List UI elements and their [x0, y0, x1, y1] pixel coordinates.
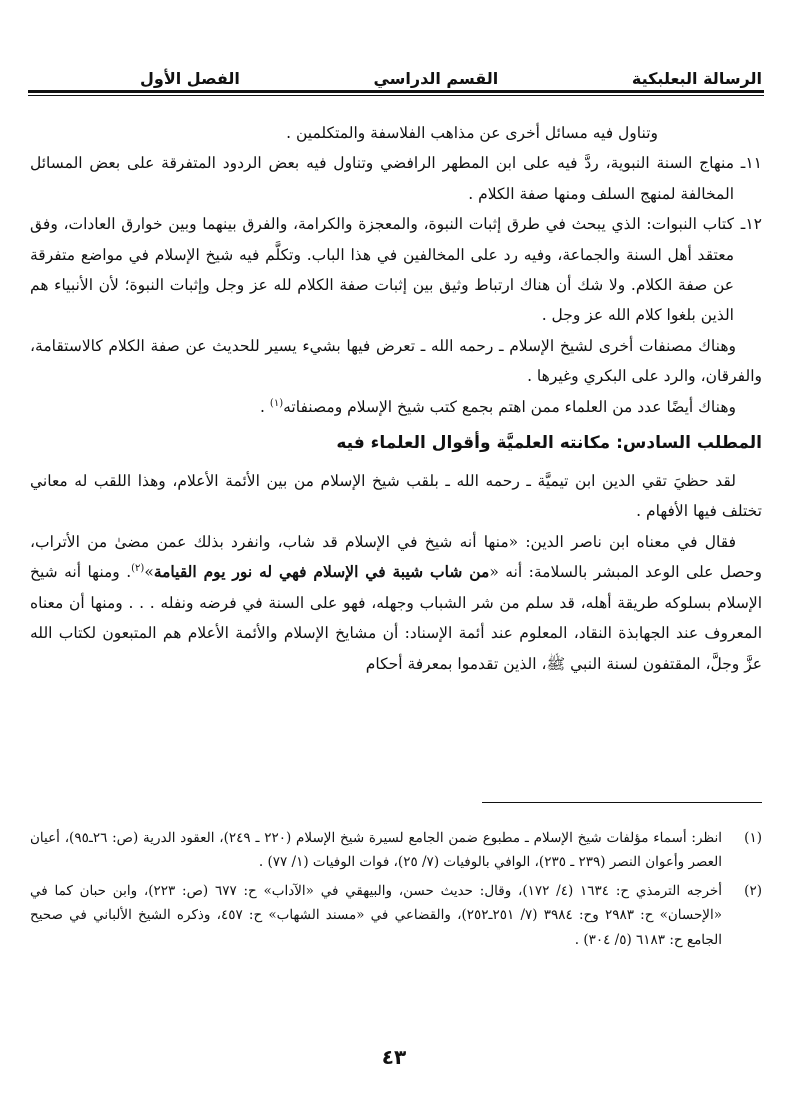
- list-item-11: [30, 148, 762, 209]
- paragraph-scholars: وهناك أيضًا عدد من العلماء ممن اهتم بجمع كتب شيخ الإسلام ومصنفاته$^{(١)}$ .: [260, 397, 736, 416]
- footnote-number: (١): [744, 830, 762, 846]
- footnote-number: (٢): [744, 882, 762, 899]
- header-rule-thin: [28, 95, 764, 96]
- list-item-text: منهاج السنة النبوية، ردَّ فيه على ابن المطهر الرافضي وتناول فيه بعض الردود المتفرقة على بعض المسائل المخالفة لمنهج السلف ومنها صفة الكلام .: [30, 154, 734, 203]
- footnote-1: [30, 826, 762, 875]
- list-item-text: كتاب النبوات: الذي يبحث في طرق إثبات النبوة، والمعجزة والكرامة، والفرق بينهما وبين خوارق العادات، وفق معتقد أهل السنة والجماعة، وفيه رد على المخالفين في هذا الباب. وتكلَّم فيه شيخ الإسلام في مواضع متفرقة عن صفة الكلام. ولا شك أن هناك ارتباط وثيق بين إثبات صفة الكلام لله عز وجل وإثبات النبوة؛ لأن الأنبياء هم الذين بلغوا كلام الله عز وجل .: [30, 215, 734, 325]
- paragraph-title: لقد حظيَ تقي الدين ابن تيميَّة ـ رحمه الله ـ بلقب شيخ الإسلام من بين الأئمة الأعلام، وهذا اللقب له معاني تختلف فيها الأفهام .: [30, 472, 762, 521]
- header-rule-thick: [28, 90, 764, 93]
- page-number: ٤٣: [381, 1045, 407, 1069]
- header-book-title: الرسالة البعلبكية: [631, 69, 762, 88]
- paragraph-other-works: وهناك مصنفات أخرى لشيخ الإسلام ـ رحمه الله ـ تعرض فيها بشيء يسير للحديث عن صفة الكلام كالاستقامة، والفرقان، والرد على البكري وغيرها .: [30, 336, 762, 386]
- list-item-12: [30, 209, 762, 331]
- running-header: [140, 58, 762, 88]
- main-text: [30, 118, 762, 679]
- list-item-number: ١٢ـ: [740, 215, 762, 234]
- header-chapter-title: الفصل الأول: [140, 69, 240, 88]
- paragraph-text: وهناك أيضًا عدد من العلماء ممن اهتم بجمع كتب شيخ الإسلام ومصنفاته: [283, 397, 736, 416]
- footnote-separator: [482, 802, 762, 803]
- footnote-2: [30, 879, 762, 952]
- quote-part-b: »: [144, 563, 154, 582]
- footnote-marker-1[interactable]: (١): [269, 397, 284, 409]
- footnote-text: انظر: أسماء مؤلفات شيخ الإسلام ـ مطبوع ضمن الجامع لسيرة شيخ الإسلام (٢٢٠ ـ ٢٤٩)، العقود الدرية (ص: ٢٦ـ٩٥)، أعيان العصر وأعوان النصر (٢٣٩ ـ ٢٣٥)، الوافي بالوفيات (٧/ ٢٥)، فوات الوفيات (١/ ٧٧) .: [30, 830, 722, 871]
- quote-part-a: فقال في معناه ابن ناصر الدين: «منها أنه شيخ في الإسلام قد شاب، وانفرد بذلك عمن مضىٰ من الأتراب، وحصل على الوعد المبشر بالسلامة: أنه «: [30, 532, 762, 582]
- footnotes: [30, 826, 762, 956]
- section-heading: المطلب السادس: مكانته العلميَّة وأقوال العلماء فيه: [336, 433, 762, 454]
- hadith-quote: من شاب شيبة في الإسلام فهي له نور يوم القيامة: [153, 562, 490, 582]
- list-item-number: ١١ـ: [740, 154, 762, 173]
- header-section-title: القسم الدراسي: [373, 69, 499, 88]
- continuation-line: وتناول فيه مسائل أخرى عن مذاهب الفلاسفة والمتكلمين .: [286, 124, 658, 142]
- footnote-text: أخرجه الترمذي ح: ١٦٣٤ (٤/ ١٧٢)، وقال: حديث حسن، والبيهقي في «الآداب» ح: ٦٧٧ (ص: ٢٢٣)، وابن حبان كما في «الإحسان» ح: ٢٩٨٣ وح: ٣٩٨٤ (٧/ ٢٥١ـ٢٥٢)، والقضاعي في «مسند الشهاب» ح: ٤٥٧، وذكره الشيخ الألباني في صحيح الجامع ح: ٦١٨٣ (٥/ ٣٠٤) .: [30, 882, 723, 948]
- paragraph-quote: [30, 527, 762, 679]
- quote-part-c: . ومنها أنه شيخ الإسلام بسلوكه طريقة أهله، قد سلم من شر الشباب وجهله، فهو على السنة في فرضه ونفله . . . ومنها أن معناه المعروف عند الجهابذة النقاد، المعلوم عند أئمة الإسناد: أن مشايخ الإسلام والأئمة الأعلام هم المتبعون لكتاب الله عزَّ وجلَّ، المقتفون لسنة النبي ﷺ، الذين تقدموا بمعرفة أحكام: [30, 563, 762, 673]
- footnote-marker-2[interactable]: (٢): [131, 563, 145, 575]
